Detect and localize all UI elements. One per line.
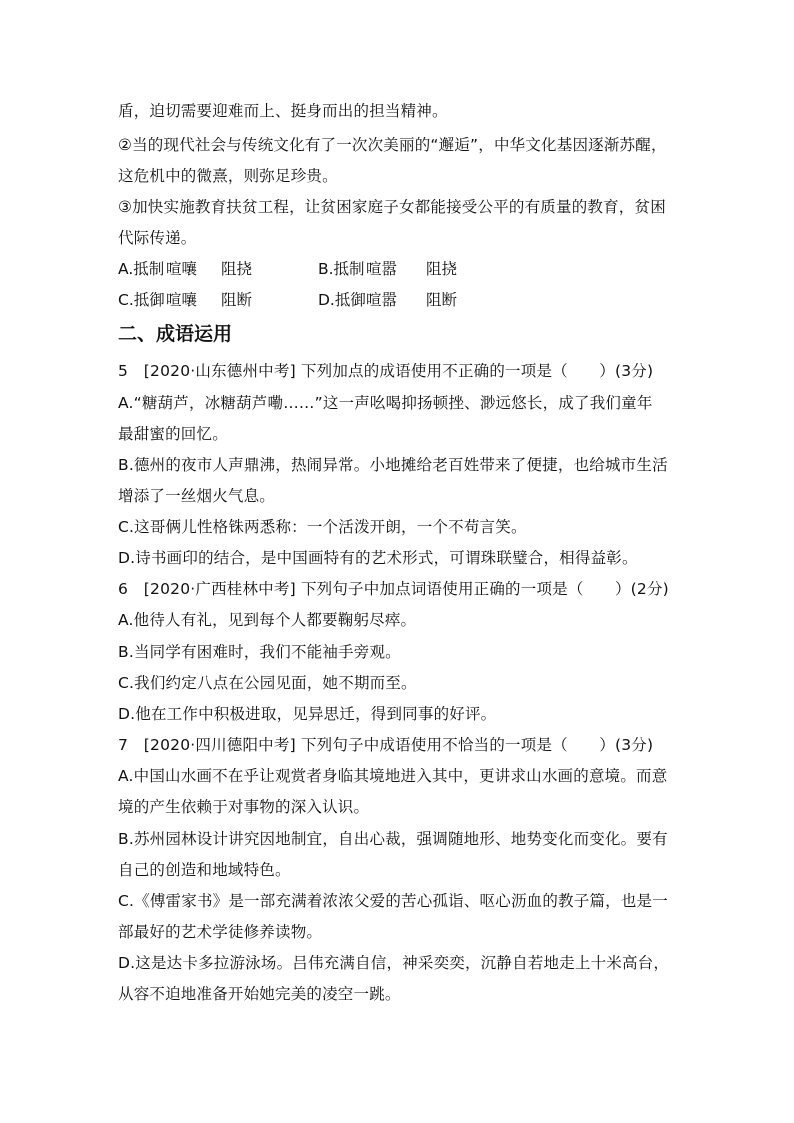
q7-option-a-cont: 境的产生依赖于对事物的深入认识。 [118,798,370,816]
q5-option-a-cont: 最甜蜜的回忆。 [118,425,228,443]
q4-text-line: 盾，迫切需要迎难而上、挺身而出的担当精神。 [118,102,448,120]
q7-stem: 7 [2020·四川德阳中考] 下列句子中成语使用不恰当的一项是（ ）(3分) [118,736,654,754]
q7-option-b: B.苏州园林设计讲究因地制宜，自出心裁，强调随地形、地势变化而变化。要有 [118,830,668,848]
q6-option-d: D.他在工作中积极进取，见异思迁，得到同事的好评。 [118,705,497,723]
q4-text-line: 代际传递。 [118,229,197,247]
q7-option-b-cont: 自己的创造和地域特色。 [118,861,291,879]
q6-option-c: C.我们约定八点在公园见面，她不期而至。 [118,674,417,692]
q5-option-b-cont: 增添了一丝烟火气息。 [118,487,276,505]
q7-option-d: D.这是达卡多拉游泳场。吕伟充满自信，神采奕奕，沉静自若地走上十米高台， [118,954,670,972]
q5-option-b: B.德州的夜市人声鼎沸，热闹异常。小地摊给老百姓带来了便捷，也给城市生活 [118,456,668,474]
q4-option-d: D.抵御喧嚣 阻断 [318,291,458,309]
q5-option-a: A.“糖葫芦，冰糖葫芦嘞……”这一声吆喝抑扬顿挫、渺远悠长，成了我们童年 [118,394,653,412]
q4-text-line: 这危机中的微熹，则弥足珍贵。 [118,167,338,185]
q6-option-a: A.他待人有礼，见到每个人都要鞠躬尽瘁。 [118,611,417,629]
q7-option-d-cont: 从容不迫地准备开始她完美的凌空一跳。 [118,985,401,1003]
q5-option-d: D.诗书画印的结合，是中国画特有的艺术形式，可谓珠联璧合，相得益彰。 [118,549,638,567]
q7-option-a: A.中国山水画不在乎让观赏者身临其境地进入其中，更讲求山水画的意境。而意 [118,767,668,785]
section-heading: 二、成语运用 [118,323,233,345]
q7-option-c-cont: 部最好的艺术学徒修养读物。 [118,923,323,941]
q4-text-line: ③加快实施教育扶贫工程，让贫困家庭子女都能接受公平的有质量的教育，贫困 [118,198,666,216]
q4-text-line: ②当的现代社会与传统文化有了一次次美丽的“邂逅”，中华文化基因逐渐苏醒， [118,136,667,154]
q6-stem: 6 [2020·广西桂林中考] 下列句子中加点词语使用正确的一项是（ ）(2分) [118,580,669,598]
q4-option-a: A.抵制 喧嚷 阻挠 [118,260,253,278]
q4-option-b: B.抵制喧嚣 阻挠 [318,260,458,278]
q5-stem: 5 [2020·山东德州中考] 下列加点的成语使用不正确的一项是（ ）(3分) [118,362,654,380]
q6-option-b: B.当同学有困难时，我们不能袖手旁观。 [118,643,401,661]
q7-option-c: C.《傅雷家书》是一部充满着浓浓父爱的苦心孤诣、呕心沥血的教子篇，也是一 [118,892,668,910]
q5-option-c: C.这哥俩儿性格铢两悉称：一个活泼开朗，一个不苟言笑。 [118,518,527,536]
q4-option-c: C.抵御喧嚷 阻断 [118,291,253,309]
